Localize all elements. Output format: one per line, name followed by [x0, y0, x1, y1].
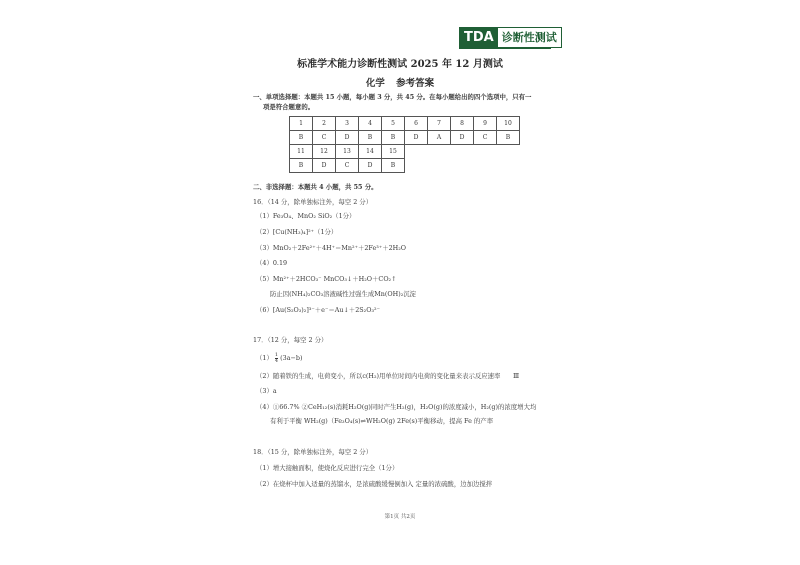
logo-label: 诊断性测试	[501, 31, 557, 44]
q16-heading: 16．（14 分，除单独标注外，每空 2 分）	[253, 198, 373, 206]
page-footer: 第1页 共2页	[384, 514, 416, 520]
table-row	[290, 159, 520, 173]
table-cell: B	[290, 131, 313, 145]
table-cell: 12	[313, 145, 336, 159]
table-cell: 11	[290, 145, 313, 159]
table-cell: 6	[405, 117, 428, 131]
table-cell: 2	[313, 117, 336, 131]
q17-answer-2-tail: Ⅲ	[513, 372, 520, 380]
table-cell: 1	[290, 117, 313, 131]
table-cell: B	[382, 131, 405, 145]
q17-answer-1-expr: (3a−b)	[280, 354, 303, 362]
logo-abbr: TDA	[460, 28, 498, 47]
q17-heading: 17．（12 分，每空 2 分）	[253, 336, 328, 344]
table-row	[290, 117, 520, 131]
table-cell: C	[313, 131, 336, 145]
q16-answer-1: （1）Fe₃O₄、MnO₂ SiO₂（1分）	[256, 212, 356, 220]
table-cell: 5	[382, 117, 405, 131]
tda-logo	[459, 27, 562, 48]
q17-answer-4: （4）①66.7% ②CeH₁₂(s)消耗H₂O(g)同时产生H₂(g)，H₂O(g)的浓度减小，H₂(g)的浓度增大均	[256, 403, 537, 411]
table-empty-cell	[405, 159, 520, 173]
subject-label: 化学	[365, 78, 385, 89]
q16-answer-5: （5）Mn²⁺＋2HCO₃⁻ MnCO₃↓＋H₂O＋CO₂↑	[256, 275, 397, 283]
table-cell: B	[382, 159, 405, 173]
q18-answer-2: （2）在烧杯中加入适量的蒸馏水，是浓硫酸缓慢倒加入 定量的浓硫酸，边加边搅拌	[256, 480, 493, 488]
q17-answer-1-prefix: （1）	[256, 354, 273, 362]
q16-answer-3: （3）MnO₂＋2Fe²⁺＋4H⁺＝Mn²⁺＋2Fe³⁺＋2H₂O	[256, 244, 407, 252]
fraction-denominator: 4	[274, 357, 279, 364]
fraction	[275, 353, 278, 364]
section1-line1: 一、单项选择题：本题共 15 小题，每小题 3 分，共 45 分。在每小题给出的四个选项中，只有一	[253, 93, 532, 101]
table-cell: A	[428, 131, 451, 145]
q18-answer-1: （1）增大接触面积，使烧化反应进行完全（1分）	[256, 464, 399, 472]
answer-table	[289, 116, 520, 173]
page-title: 标准学术能力诊断性测试 2025 年 12 月测试	[297, 59, 503, 70]
fraction-numerator: 1	[274, 351, 279, 358]
table-cell: D	[336, 131, 359, 145]
logo-underline	[459, 48, 551, 49]
doc-type-label: 参考答案	[396, 78, 435, 89]
table-cell: C	[336, 159, 359, 173]
table-cell: D	[405, 131, 428, 145]
section2-heading: 二、非选择题：本题共 4 小题，共 55 分。	[253, 183, 378, 191]
table-empty-cell	[405, 145, 520, 159]
table-cell: 3	[336, 117, 359, 131]
page-subtitle	[0, 75, 800, 89]
q16-answer-6: （6）[Au(S₂O₃)₂]³⁻＋e⁻＝Au↓＋2S₂O₃²⁻	[256, 306, 380, 314]
table-cell: D	[359, 159, 382, 173]
section1-line2: 项是符合题意的。	[263, 103, 315, 111]
table-cell: 14	[359, 145, 382, 159]
table-cell: 8	[451, 117, 474, 131]
table-cell: B	[497, 131, 520, 145]
table-cell: 9	[474, 117, 497, 131]
table-cell: B	[290, 159, 313, 173]
q16-answer-2: （2）[Cu(NH₃)₄]²⁺（1分）	[256, 228, 338, 236]
table-cell: 4	[359, 117, 382, 131]
q16-answer-5-note: 防止因(NH₄)₂CO₃溶液碱性过强生成Mn(OH)₂沉淀	[270, 290, 417, 298]
q17-answer-2: （2）随着铁的生成，电荷变小，所以c(H₂)用单位时间内电荷的变化量来表示反应速率	[256, 372, 501, 380]
table-cell: B	[359, 131, 382, 145]
table-cell: 7	[428, 117, 451, 131]
table-cell: C	[474, 131, 497, 145]
table-row	[290, 131, 520, 145]
table-cell: D	[451, 131, 474, 145]
q17-answer-3: （3）a	[256, 387, 277, 395]
q17-answer-4-cont: 有利于平衡 WH₂(g)（Fe₃O₄(s)⇌WH₂O(g) 2Fe(s)平衡移动，提高 Fe 的产率	[270, 417, 494, 425]
table-cell: 13	[336, 145, 359, 159]
table-cell: D	[313, 159, 336, 173]
q16-answer-4: （4）0.19	[256, 259, 288, 267]
table-cell: 10	[497, 117, 520, 131]
q17-answer-1	[256, 352, 302, 364]
table-cell: 15	[382, 145, 405, 159]
table-row	[290, 145, 520, 159]
q18-heading: 18．（15 分，除单独标注外，每空 2 分）	[253, 448, 373, 456]
